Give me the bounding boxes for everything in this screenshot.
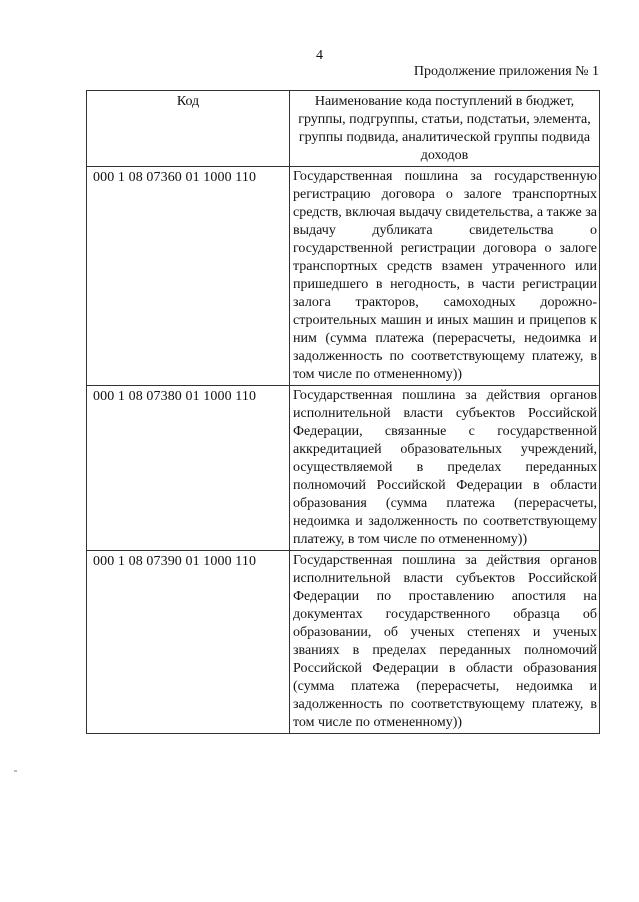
row-code: 000 1 08 07390 01 1000 110 (87, 551, 290, 734)
header-name: Наименование кода поступлений в бюджет, группы, подгруппы, статьи, подстатьи, элемента, группы подвида, аналитической группы подвида доходов (290, 91, 600, 167)
row-name: Государственная пошлина за действия органов исполнительной власти субъектов Российской Федерации по проставлению апостиля на документах государственного образца об образовании, об ученых степенях и ученых званиях в пределах переданных полномочий Российской Федерации в области образования (сумма платежа (перерасчеты, недоимка и задолженность по соответствующему платежу, в том числе по отмененному)) (290, 551, 600, 734)
table-row (87, 386, 600, 551)
table-header-row (87, 91, 600, 167)
row-name: Государственная пошлина за действия органов исполнительной власти субъектов Российской Федерации, связанные с государственной аккредитацией образовательных учреждений, осуществляемой в пределах переданных полномочий Российской Федерации в области образования (сумма платежа (перерасчеты, недоимка и задолженность по соответствующему платежу, в том числе по отмененному)) (290, 386, 600, 551)
header-code: Код (87, 91, 290, 167)
row-name: Государственная пошлина за государственную регистрацию договора о залоге транспортных средств, включая выдачу свидетельства, а также за выдачу дубликата свидетельства о государственной регистрации договора о залоге транспортных средств взамен утраченного или пришедшего в негодность, в части регистрации залога тракторов, самоходных дорожно-строительных машин и иных машин и прицепов к ним (сумма платежа (перерасчеты, недоимка и задолженность по соответствующему платежу, в том числе по отмененному)) (290, 167, 600, 386)
row-code: 000 1 08 07380 01 1000 110 (87, 386, 290, 551)
scan-speck (14, 770, 17, 772)
page-number: 4 (316, 48, 323, 63)
table-row (87, 551, 600, 734)
revenue-codes-table (86, 90, 600, 734)
row-code: 000 1 08 07360 01 1000 110 (87, 167, 290, 386)
table-row (87, 167, 600, 386)
appendix-continuation-label: Продолжение приложения № 1 (413, 64, 599, 79)
